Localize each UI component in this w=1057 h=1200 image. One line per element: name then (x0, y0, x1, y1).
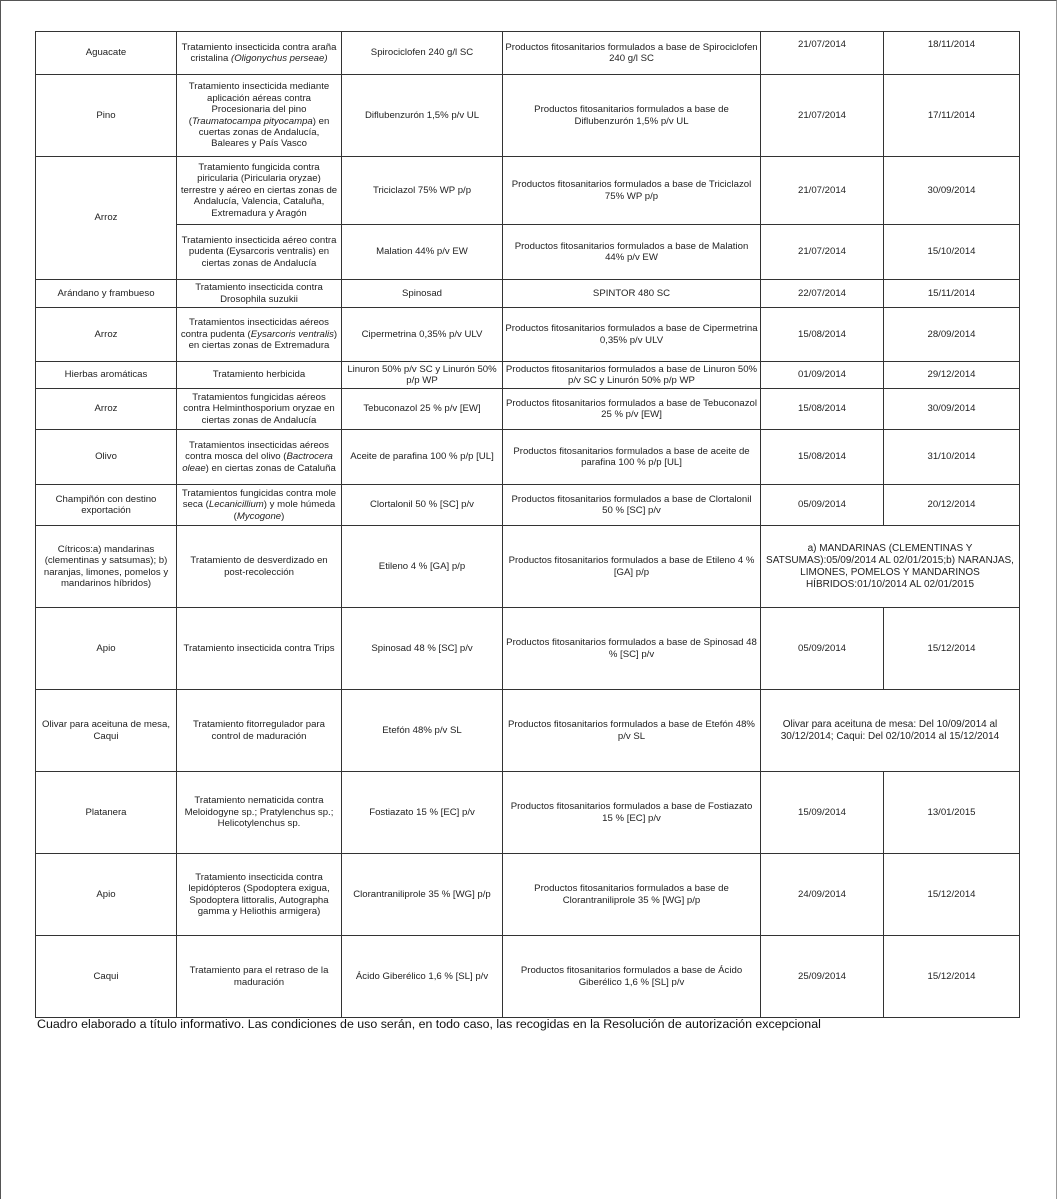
products-cell: Productos fitosanitarios formulados a base de Spinosad 48 % [SC] p/v (503, 608, 761, 690)
table-row (36, 854, 1020, 936)
crop-cell: Pino (36, 75, 177, 157)
start-date-cell: 24/09/2014 (761, 854, 884, 936)
table-row (36, 526, 1020, 608)
products-cell: Productos fitosanitarios formulados a base de Cipermetrina 0,35% p/v ULV (503, 308, 761, 362)
table-row (36, 308, 1020, 362)
table-row (36, 690, 1020, 772)
active-substance-cell: Malation 44% p/v EW (342, 225, 503, 280)
table-row (36, 936, 1020, 1018)
treatment-cell: Tratamiento fungicida contra piricularia (Piricularia oryzae) terrestre y aéreo en ciertas zonas de Andalucía, Valencia, Cataluña, Extremadura y Aragón (177, 157, 342, 225)
end-date-cell: 15/12/2014 (884, 854, 1020, 936)
end-date-cell: 28/09/2014 (884, 308, 1020, 362)
products-cell: Productos fitosanitarios formulados a base de Malation 44% p/v EW (503, 225, 761, 280)
table-row (36, 608, 1020, 690)
crop-cell: Apio (36, 854, 177, 936)
table-row (36, 75, 1020, 157)
products-cell: Productos fitosanitarios formulados a base de Linuron 50% p/v SC y Linurón 50% p/p WP (503, 362, 761, 389)
crop-cell: Olivar para aceituna de mesa, Caqui (36, 690, 177, 772)
active-substance-cell: Clortalonil 50 % [SC] p/v (342, 485, 503, 526)
end-date-cell: 15/12/2014 (884, 936, 1020, 1018)
end-date-cell: 30/09/2014 (884, 157, 1020, 225)
active-substance-cell: Etefón 48% p/v SL (342, 690, 503, 772)
treatment-cell: Tratamiento herbicida (177, 362, 342, 389)
products-cell: Productos fitosanitarios formulados a base de Triciclazol 75% WP p/p (503, 157, 761, 225)
end-date-cell: 20/12/2014 (884, 485, 1020, 526)
start-date-cell: 05/09/2014 (761, 485, 884, 526)
treatment-cell: Tratamientos insecticidas aéreos contra pudenta (Eysarcoris ventralis) en ciertas zonas de Extremadura (177, 308, 342, 362)
dates-merged-cell: a) MANDARINAS (CLEMENTINAS Y SATSUMAS):05/09/2014 AL 02/01/2015;b) NARANJAS, LIMONES, POMELOS Y MANDARINOS HÍBRIDOS:01/10/2014 AL 02/01/2015 (761, 526, 1020, 608)
products-cell: Productos fitosanitarios formulados a base de aceite de parafina 100 % p/p [UL] (503, 430, 761, 485)
crop-cell: Platanera (36, 772, 177, 854)
active-substance-cell: Spinosad (342, 280, 503, 308)
crop-cell: Caqui (36, 936, 177, 1018)
treatment-cell: Tratamientos fungicidas aéreos contra Helminthosporium oryzae en ciertas zonas de Andalucía (177, 389, 342, 430)
table-row (36, 772, 1020, 854)
active-substance-cell: Aceite de parafina 100 % p/p [UL] (342, 430, 503, 485)
table-row (36, 225, 1020, 280)
crop-cell: Aguacate (36, 32, 177, 75)
start-date-cell: 01/09/2014 (761, 362, 884, 389)
table-row (36, 485, 1020, 526)
active-substance-cell: Etileno 4 % [GA] p/p (342, 526, 503, 608)
crop-cell: Hierbas aromáticas (36, 362, 177, 389)
end-date-cell: 17/11/2014 (884, 75, 1020, 157)
end-date-cell: 15/10/2014 (884, 225, 1020, 280)
start-date-cell: 05/09/2014 (761, 608, 884, 690)
products-cell: SPINTOR 480 SC (503, 280, 761, 308)
crop-cell: Arroz (36, 157, 177, 280)
products-cell: Productos fitosanitarios formulados a base de Diflubenzurón 1,5% p/v UL (503, 75, 761, 157)
authorizations-table (35, 31, 1020, 1018)
active-substance-cell: Ácido Giberélico 1,6 % [SL] p/v (342, 936, 503, 1018)
start-date-cell: 15/08/2014 (761, 389, 884, 430)
treatment-cell: Tratamiento insecticida contra lepidópteros (Spodoptera exigua, Spodoptera littoralis, Autographa gamma y Heliothis armigera) (177, 854, 342, 936)
treatment-cell: Tratamiento de desverdizado en post-recolección (177, 526, 342, 608)
table-row (36, 430, 1020, 485)
treatment-cell: Tratamiento insecticida aéreo contra pudenta (Eysarcoris ventralis) en ciertas zonas de Andalucía (177, 225, 342, 280)
table-row (36, 389, 1020, 430)
products-cell: Productos fitosanitarios formulados a base de Tebuconazol 25 % p/v [EW] (503, 389, 761, 430)
crop-cell: Cítricos:a) mandarinas (clementinas y satsumas); b) naranjas, limones, pomelos y mandarinos híbridos) (36, 526, 177, 608)
active-substance-cell: Linuron 50% p/v SC y Linurón 50% p/p WP (342, 362, 503, 389)
active-substance-cell: Clorantraniliprole 35 % [WG] p/p (342, 854, 503, 936)
active-substance-cell: Spirociclofen 240 g/l SC (342, 32, 503, 75)
treatment-cell: Tratamiento fitorregulador para control de maduración (177, 690, 342, 772)
start-date-cell: 21/07/2014 (761, 225, 884, 280)
treatment-cell: Tratamiento nematicida contra Meloidogyne sp.; Pratylenchus sp.; Helicotylenchus sp. (177, 772, 342, 854)
treatment-cell: Tratamiento insecticida contra Trips (177, 608, 342, 690)
start-date-cell: 21/07/2014 (761, 157, 884, 225)
products-cell: Productos fitosanitarios formulados a base de Fostiazato 15 % [EC] p/v (503, 772, 761, 854)
crop-cell: Arándano y frambueso (36, 280, 177, 308)
crop-cell: Arroz (36, 308, 177, 362)
products-cell: Productos fitosanitarios formulados a base de Etefón 48% p/v SL (503, 690, 761, 772)
end-date-cell: 15/11/2014 (884, 280, 1020, 308)
treatment-cell: Tratamiento insecticida contra Drosophila suzukii (177, 280, 342, 308)
products-cell: Productos fitosanitarios formulados a base de Clortalonil 50 % [SC] p/v (503, 485, 761, 526)
active-substance-cell: Diflubenzurón 1,5% p/v UL (342, 75, 503, 157)
treatment-cell: Tratamientos insecticidas aéreos contra mosca del olivo (Bactrocera oleae) en ciertas zonas de Cataluña (177, 430, 342, 485)
active-substance-cell: Tebuconazol 25 % p/v [EW] (342, 389, 503, 430)
treatment-cell: Tratamiento para el retraso de la maduración (177, 936, 342, 1018)
start-date-cell: 21/07/2014 (761, 75, 884, 157)
end-date-cell: 13/01/2015 (884, 772, 1020, 854)
active-substance-cell: Triciclazol 75% WP p/p (342, 157, 503, 225)
end-date-cell: 18/11/2014 (884, 32, 1020, 75)
start-date-cell: 15/08/2014 (761, 430, 884, 485)
table-row (36, 157, 1020, 225)
treatment-cell: Tratamiento insecticida contra araña cristalina (Oligonychus perseae) (177, 32, 342, 75)
start-date-cell: 21/07/2014 (761, 32, 884, 75)
active-substance-cell: Spinosad 48 % [SC] p/v (342, 608, 503, 690)
products-cell: Productos fitosanitarios formulados a base de Spirociclofen 240 g/l SC (503, 32, 761, 75)
treatment-cell: Tratamiento insecticida mediante aplicación aéreas contra Procesionaria del pino (Traumatocampa pityocampa) en cuertas zonas de Andalucía, Baleares y País Vasco (177, 75, 342, 157)
end-date-cell: 29/12/2014 (884, 362, 1020, 389)
products-cell: Productos fitosanitarios formulados a base de Clorantraniliprole 35 % [WG] p/p (503, 854, 761, 936)
crop-cell: Apio (36, 608, 177, 690)
crop-cell: Arroz (36, 389, 177, 430)
end-date-cell: 30/09/2014 (884, 389, 1020, 430)
table-row (36, 362, 1020, 389)
active-substance-cell: Fostiazato 15 % [EC] p/v (342, 772, 503, 854)
end-date-cell: 15/12/2014 (884, 608, 1020, 690)
start-date-cell: 15/09/2014 (761, 772, 884, 854)
end-date-cell: 31/10/2014 (884, 430, 1020, 485)
treatment-cell: Tratamientos fungicidas contra mole seca (Lecanicillium) y mole húmeda (Mycogone) (177, 485, 342, 526)
start-date-cell: 25/09/2014 (761, 936, 884, 1018)
products-cell: Productos fitosanitarios formulados a base de Ácido Giberélico 1,6 % [SL] p/v (503, 936, 761, 1018)
crop-cell: Olivo (36, 430, 177, 485)
start-date-cell: 22/07/2014 (761, 280, 884, 308)
dates-merged-cell: Olivar para aceituna de mesa: Del 10/09/2014 al 30/12/2014; Caqui: Del 02/10/2014 al 15/12/2014 (761, 690, 1020, 772)
footnote: Cuadro elaborado a título informativo. Las condiciones de uso serán, en todo caso, las recogidas en la Resolución de autorización excepcional (37, 1017, 821, 1031)
active-substance-cell: Cipermetrina 0,35% p/v ULV (342, 308, 503, 362)
products-cell: Productos fitosanitarios formulados a base de Etileno 4 % [GA] p/p (503, 526, 761, 608)
table-row (36, 32, 1020, 75)
crop-cell: Champiñón con destino exportación (36, 485, 177, 526)
start-date-cell: 15/08/2014 (761, 308, 884, 362)
table-row (36, 280, 1020, 308)
